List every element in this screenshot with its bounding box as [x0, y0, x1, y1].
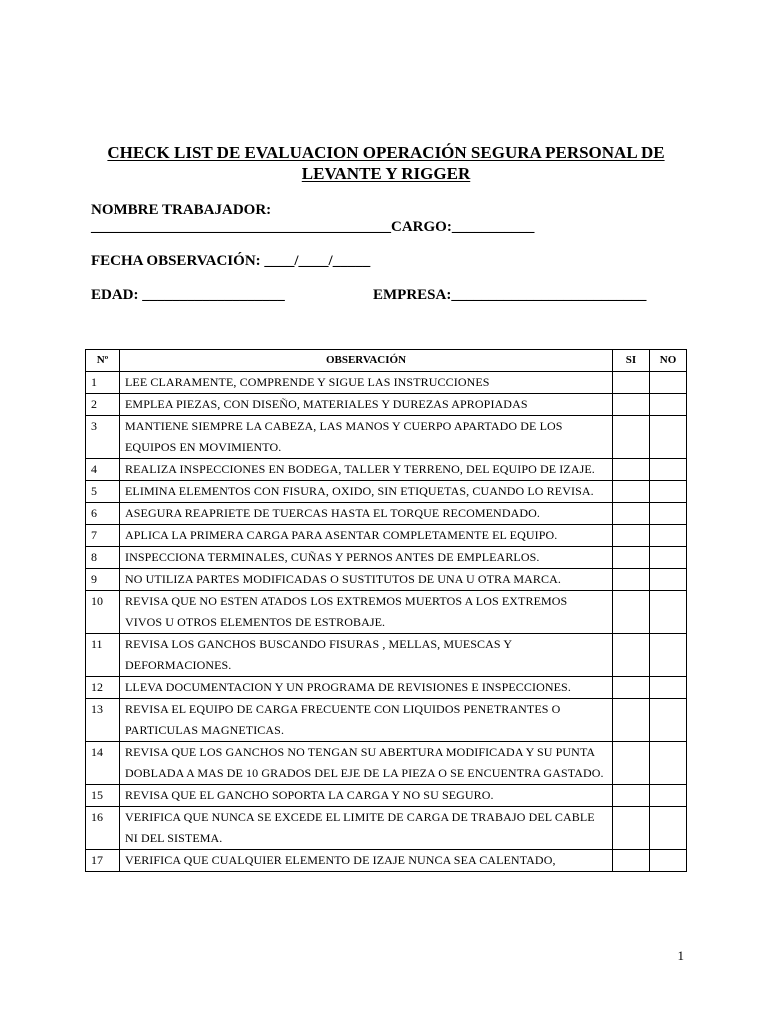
row-number: 7 — [86, 525, 120, 547]
table-row — [86, 459, 687, 481]
row-observation: ASEGURA REAPRIETE DE TUERCAS HASTA EL TORQUE RECOMENDADO. — [120, 503, 613, 525]
row-si-checkbox-cell[interactable] — [613, 699, 650, 742]
table-row — [86, 525, 687, 547]
header-observation: OBSERVACIÓN — [120, 350, 613, 372]
table-header-row — [86, 350, 687, 372]
row-number: 8 — [86, 547, 120, 569]
row-no-checkbox-cell[interactable] — [650, 634, 687, 677]
page-number: 1 — [677, 948, 684, 963]
row-observation: REALIZA INSPECCIONES EN BODEGA, TALLER Y TERRENO, DEL EQUIPO DE IZAJE. — [120, 459, 613, 481]
row-observation: VERIFICA QUE NUNCA SE EXCEDE EL LIMITE DE CARGA DE TRABAJO DEL CABLE NI DEL SISTEMA. — [120, 807, 613, 850]
row-no-checkbox-cell[interactable] — [650, 850, 687, 872]
row-number: 14 — [86, 742, 120, 785]
row-no-checkbox-cell[interactable] — [650, 372, 687, 394]
checklist-table — [85, 349, 687, 872]
row-no-checkbox-cell[interactable] — [650, 394, 687, 416]
row-observation: REVISA EL EQUIPO DE CARGA FRECUENTE CON LIQUIDOS PENETRANTES O PARTICULAS MAGNETICAS. — [120, 699, 613, 742]
row-observation: REVISA QUE NO ESTEN ATADOS LOS EXTREMOS MUERTOS A LOS EXTREMOS VIVOS U OTROS ELEMENTOS DE ESTROBAJE. — [120, 591, 613, 634]
row-number: 3 — [86, 416, 120, 459]
row-number: 12 — [86, 677, 120, 699]
row-no-checkbox-cell[interactable] — [650, 677, 687, 699]
row-si-checkbox-cell[interactable] — [613, 677, 650, 699]
table-row — [86, 850, 687, 872]
table-row — [86, 503, 687, 525]
row-observation: ELIMINA ELEMENTOS CON FISURA, OXIDO, SIN ETIQUETAS, CUANDO LO REVISA. — [120, 481, 613, 503]
table-row — [86, 569, 687, 591]
row-si-checkbox-cell[interactable] — [613, 503, 650, 525]
row-no-checkbox-cell[interactable] — [650, 525, 687, 547]
row-no-checkbox-cell[interactable] — [650, 807, 687, 850]
worker-name-cargo-line: ________________________________________CARGO:___________ — [91, 219, 535, 235]
row-si-checkbox-cell[interactable] — [613, 742, 650, 785]
row-no-checkbox-cell[interactable] — [650, 459, 687, 481]
row-no-checkbox-cell[interactable] — [650, 591, 687, 634]
company-field: EMPRESA:__________________________ — [373, 287, 647, 303]
row-number: 11 — [86, 634, 120, 677]
row-observation: INSPECCIONA TERMINALES, CUÑAS Y PERNOS ANTES DE EMPLEARLOS. — [120, 547, 613, 569]
row-observation: EMPLEA PIEZAS, CON DISEÑO, MATERIALES Y DUREZAS APROPIADAS — [120, 394, 613, 416]
age-field: EDAD: ___________________ — [91, 287, 285, 303]
row-si-checkbox-cell[interactable] — [613, 591, 650, 634]
table-row — [86, 677, 687, 699]
row-number: 2 — [86, 394, 120, 416]
row-no-checkbox-cell[interactable] — [650, 416, 687, 459]
table-row — [86, 394, 687, 416]
row-si-checkbox-cell[interactable] — [613, 372, 650, 394]
row-observation: APLICA LA PRIMERA CARGA PARA ASENTAR COMPLETAMENTE EL EQUIPO. — [120, 525, 613, 547]
table-row — [86, 416, 687, 459]
table-row — [86, 591, 687, 634]
row-si-checkbox-cell[interactable] — [613, 394, 650, 416]
row-number: 4 — [86, 459, 120, 481]
table-row — [86, 481, 687, 503]
row-no-checkbox-cell[interactable] — [650, 503, 687, 525]
row-number: 16 — [86, 807, 120, 850]
row-no-checkbox-cell[interactable] — [650, 481, 687, 503]
row-observation: NO UTILIZA PARTES MODIFICADAS O SUSTITUTOS DE UNA U OTRA MARCA. — [120, 569, 613, 591]
row-no-checkbox-cell[interactable] — [650, 742, 687, 785]
row-no-checkbox-cell[interactable] — [650, 547, 687, 569]
row-observation: REVISA LOS GANCHOS BUSCANDO FISURAS , MELLAS, MUESCAS Y DEFORMACIONES. — [120, 634, 613, 677]
row-si-checkbox-cell[interactable] — [613, 569, 650, 591]
row-no-checkbox-cell[interactable] — [650, 699, 687, 742]
row-number: 1 — [86, 372, 120, 394]
table-row — [86, 807, 687, 850]
row-si-checkbox-cell[interactable] — [613, 850, 650, 872]
row-number: 17 — [86, 850, 120, 872]
table-row — [86, 634, 687, 677]
row-number: 13 — [86, 699, 120, 742]
header-no: NO — [650, 350, 687, 372]
row-si-checkbox-cell[interactable] — [613, 547, 650, 569]
table-row — [86, 742, 687, 785]
worker-name-label: NOMBRE TRABAJADOR: — [91, 202, 272, 218]
row-si-checkbox-cell[interactable] — [613, 481, 650, 503]
row-observation: LLEVA DOCUMENTACION Y UN PROGRAMA DE REVISIONES E INSPECCIONES. — [120, 677, 613, 699]
row-observation: LEE CLARAMENTE, COMPRENDE Y SIGUE LAS INSTRUCCIONES — [120, 372, 613, 394]
table-row — [86, 372, 687, 394]
row-number: 6 — [86, 503, 120, 525]
row-si-checkbox-cell[interactable] — [613, 416, 650, 459]
row-observation: MANTIENE SIEMPRE LA CABEZA, LAS MANOS Y CUERPO APARTADO DE LOS EQUIPOS EN MOVIMIENTO. — [120, 416, 613, 459]
table-row — [86, 699, 687, 742]
header-number: Nº — [86, 350, 120, 372]
row-si-checkbox-cell[interactable] — [613, 459, 650, 481]
table-row — [86, 547, 687, 569]
row-observation: REVISA QUE LOS GANCHOS NO TENGAN SU ABERTURA MODIFICADA Y SU PUNTA DOBLADA A MAS DE 10 GRADOS DEL EJE DE LA PIEZA O SE ENCUENTRA GASTADO. — [120, 742, 613, 785]
row-observation: REVISA QUE EL GANCHO SOPORTA LA CARGA Y NO SU SEGURO. — [120, 785, 613, 807]
row-number: 15 — [86, 785, 120, 807]
row-si-checkbox-cell[interactable] — [613, 525, 650, 547]
header-si: SI — [613, 350, 650, 372]
document-title: CHECK LIST DE EVALUACION OPERACIÓN SEGURA PERSONAL DE LEVANTE Y RIGGER — [107, 143, 665, 183]
observation-date-field: FECHA OBSERVACIÓN: ____/____/_____ — [91, 253, 371, 269]
row-si-checkbox-cell[interactable] — [613, 785, 650, 807]
row-si-checkbox-cell[interactable] — [613, 807, 650, 850]
row-number: 10 — [86, 591, 120, 634]
checklist-body — [86, 372, 687, 872]
row-number: 5 — [86, 481, 120, 503]
row-no-checkbox-cell[interactable] — [650, 785, 687, 807]
table-row — [86, 785, 687, 807]
row-observation: VERIFICA QUE CUALQUIER ELEMENTO DE IZAJE NUNCA SEA CALENTADO, — [120, 850, 613, 872]
row-no-checkbox-cell[interactable] — [650, 569, 687, 591]
row-number: 9 — [86, 569, 120, 591]
row-si-checkbox-cell[interactable] — [613, 634, 650, 677]
